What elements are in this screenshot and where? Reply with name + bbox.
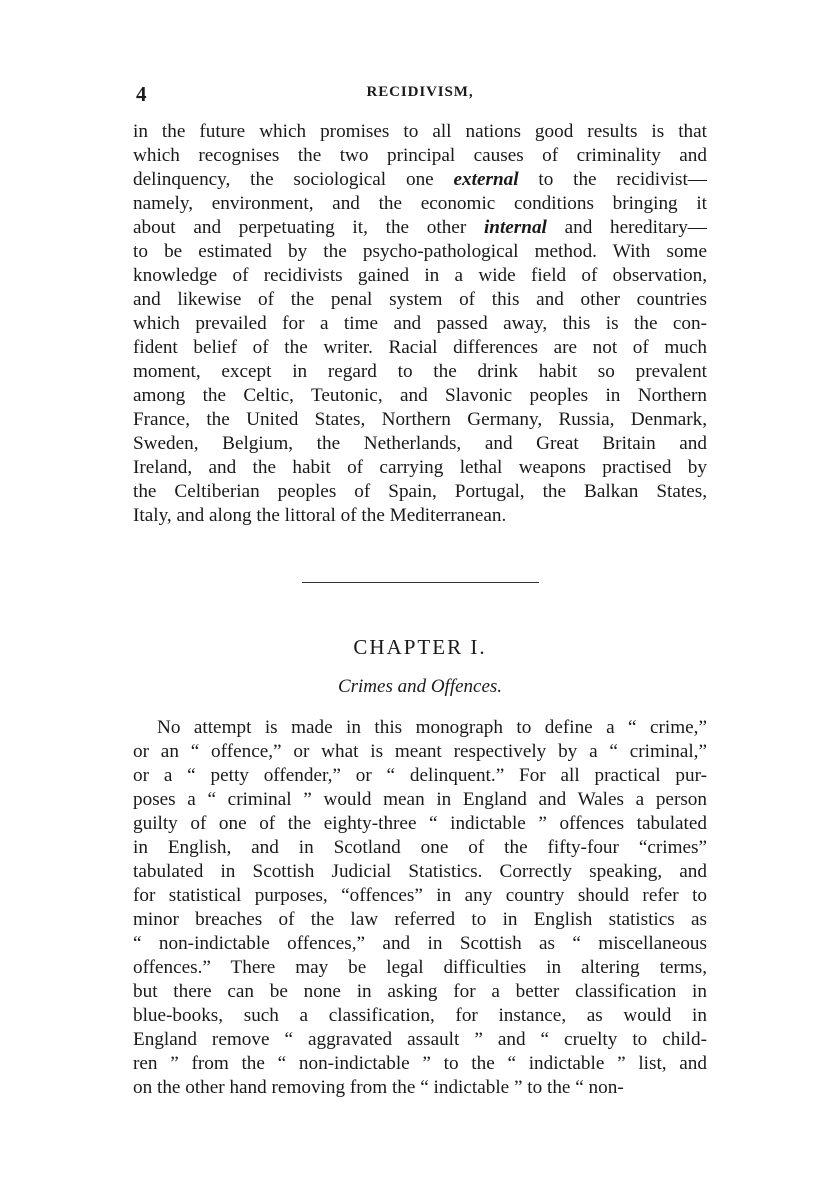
text-line: to be estimated by the psycho-pathological method. With some (133, 241, 707, 262)
text-line: Sweden, Belgium, the Netherlands, and Great Britain and (133, 433, 707, 454)
text-line: guilty of one of the eighty-three “ indictable ” offences tabulated (133, 813, 707, 834)
text-line: Ireland, and the habit of carrying lethal weapons practised by (133, 457, 707, 478)
text-line: in the future which promises to all nations good results is that (133, 121, 707, 142)
text-line: which recognises the two principal causes of criminality and (133, 145, 707, 166)
opening-paragraph (133, 120, 707, 528)
text-line: knowledge of recidivists gained in a wide field of observation, (133, 265, 707, 286)
text-line: France, the United States, Northern Germany, Russia, Denmark, (133, 409, 707, 430)
text-line: but there can be none in asking for a better classification in (133, 981, 707, 1002)
chapter-paragraph (133, 716, 707, 1100)
text-line: minor breaches of the law referred to in English statistics as (133, 909, 707, 930)
text-line: fident belief of the writer. Racial differences are not of much (133, 337, 707, 358)
book-page (133, 76, 707, 1100)
text-line: on the other hand removing from the “ indictable ” to the “ non- (133, 1077, 624, 1098)
text-line: poses a “ criminal ” would mean in England and Wales a person (133, 789, 707, 810)
chapter-subtitle: Crimes and Offences. (337, 676, 503, 697)
text-line: delinquency, the sociological one external to the recidivist— (133, 169, 707, 190)
emphasized-word: external (453, 169, 519, 190)
running-title: RECIDIVISM, (366, 84, 474, 100)
text-line: moment, except in regard to the drink habit so prevalent (133, 361, 707, 382)
emphasized-word: internal (483, 217, 547, 238)
text-line: which prevailed for a time and passed away, this is the con- (133, 313, 707, 334)
text-line: “ non-indictable offences,” and in Scottish as “ miscellaneous (133, 933, 707, 954)
text-line: No attempt is made in this monograph to define a “ crime,” (157, 717, 707, 738)
running-head (133, 76, 707, 106)
chapter-heading: CHAPTER I. (353, 635, 487, 659)
text-line: or an “ offence,” or what is meant respectively by a “ criminal,” (133, 741, 707, 762)
page-number: 4 (136, 82, 147, 106)
text-line: or a “ petty offender,” or “ delinquent.” For all practical pur- (133, 765, 707, 786)
text-line: offences.” There may be legal difficulties in altering terms, (133, 957, 707, 978)
text-line: the Celtiberian peoples of Spain, Portugal, the Balkan States, (133, 481, 707, 502)
text-line: blue-books, such a classification, for instance, as would in (133, 1005, 707, 1026)
text-line: and likewise of the penal system of this and other countries (133, 289, 707, 310)
text-line: Italy, and along the littoral of the Mediterranean. (133, 505, 507, 526)
text-line: about and perpetuating it, the other internal and hereditary— (133, 217, 707, 238)
text-line: tabulated in Scottish Judicial Statistics. Correctly speaking, and (133, 861, 707, 882)
text-line: England remove “ aggravated assault ” and “ cruelty to child- (133, 1029, 707, 1050)
text-line: in English, and in Scotland one of the fifty-four “crimes” (133, 837, 707, 858)
text-line: among the Celtic, Teutonic, and Slavonic peoples in Northern (133, 385, 707, 406)
text-line: ren ” from the “ non-indictable ” to the “ indictable ” list, and (133, 1053, 707, 1074)
section-divider (302, 582, 539, 583)
text-line: for statistical purposes, “offences” in any country should refer to (133, 885, 707, 906)
text-line: namely, environment, and the economic conditions bringing it (133, 193, 707, 214)
